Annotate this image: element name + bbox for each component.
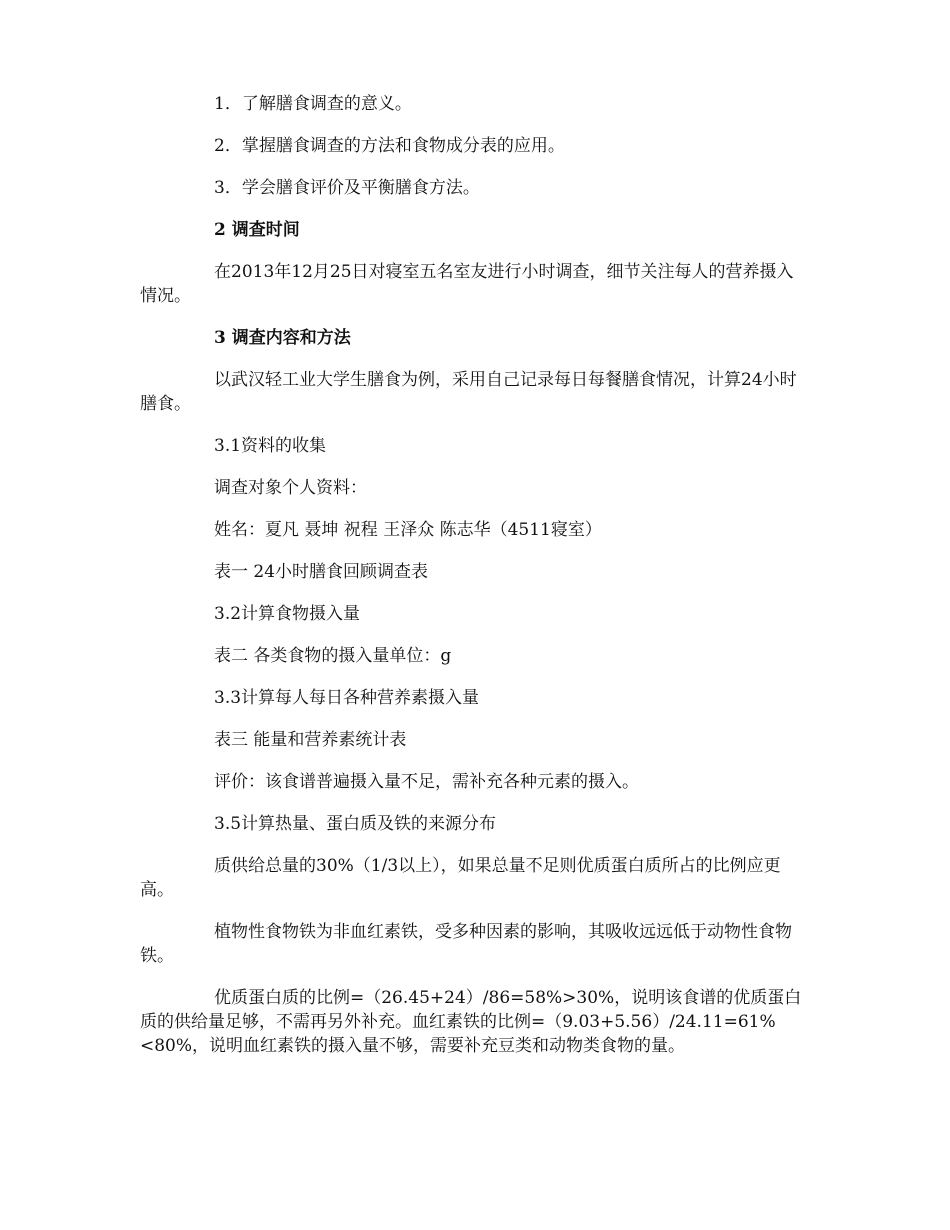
table-2-caption: 表二 各类食物的摄入量单位：g	[214, 646, 452, 666]
objective-1: 1．了解膳食调查的意义。	[214, 94, 412, 114]
table-3-caption: 表三 能量和营养素统计表	[214, 730, 407, 750]
objective-3: 3．学会膳食评价及平衡膳食方法。	[214, 178, 480, 198]
table-1-caption: 表一 24小时膳食回顾调查表	[214, 562, 429, 582]
subject-info-label: 调查对象个人资料：	[214, 478, 367, 498]
protein-ratio-paragraph: 质供给总量的30%（1/3以上），如果总量不足则优质蛋白质所占的比例应更高。	[140, 856, 781, 900]
subsection-3-5: 3.5计算热量、蛋白质及铁的来源分布	[214, 814, 497, 834]
subsection-3-2: 3.2计算食物摄入量	[214, 604, 361, 624]
subsection-3-1: 3.1资料的收集	[214, 436, 327, 456]
iron-paragraph: 植物性食物铁为非血红素铁，受多种因素的影响，其吸收远远低于动物性食物铁。	[140, 922, 792, 966]
section-heading-content-method: 3 调查内容和方法	[214, 328, 351, 348]
survey-time-paragraph: 在2013年12月25日对寝室五名室友进行小时调查，细节关注每人的营养摄入情况。	[140, 262, 794, 306]
method-paragraph: 以武汉轻工业大学生膳食为例，采用自己记录每日每餐膳食情况，计算24小时膳食。	[140, 370, 797, 414]
section-heading-survey-time: 2 调查时间	[214, 220, 300, 240]
conclusion-paragraph: 优质蛋白质的比例=（26.45+24）/86=58%>30%，说明该食谱的优质蛋白质的供给量足够，不需再另外补充。血红素铁的比例=（9.03+5.56）/24.11=61%<80%，说明血红素铁的摄入量不够，需要补充豆类和动物类食物的量。	[140, 988, 802, 1056]
document-page	[140, 92, 810, 1076]
subsection-3-3: 3.3计算每人每日各种营养素摄入量	[214, 688, 480, 708]
subject-names: 姓名：夏凡 聂坤 祝程 王泽众 陈志华（4511寝室）	[214, 520, 602, 540]
evaluation-paragraph: 评价：该食谱普遍摄入量不足，需补充各种元素的摄入。	[214, 772, 639, 792]
objective-2: 2．掌握膳食调查的方法和食物成分表的应用。	[214, 136, 565, 156]
